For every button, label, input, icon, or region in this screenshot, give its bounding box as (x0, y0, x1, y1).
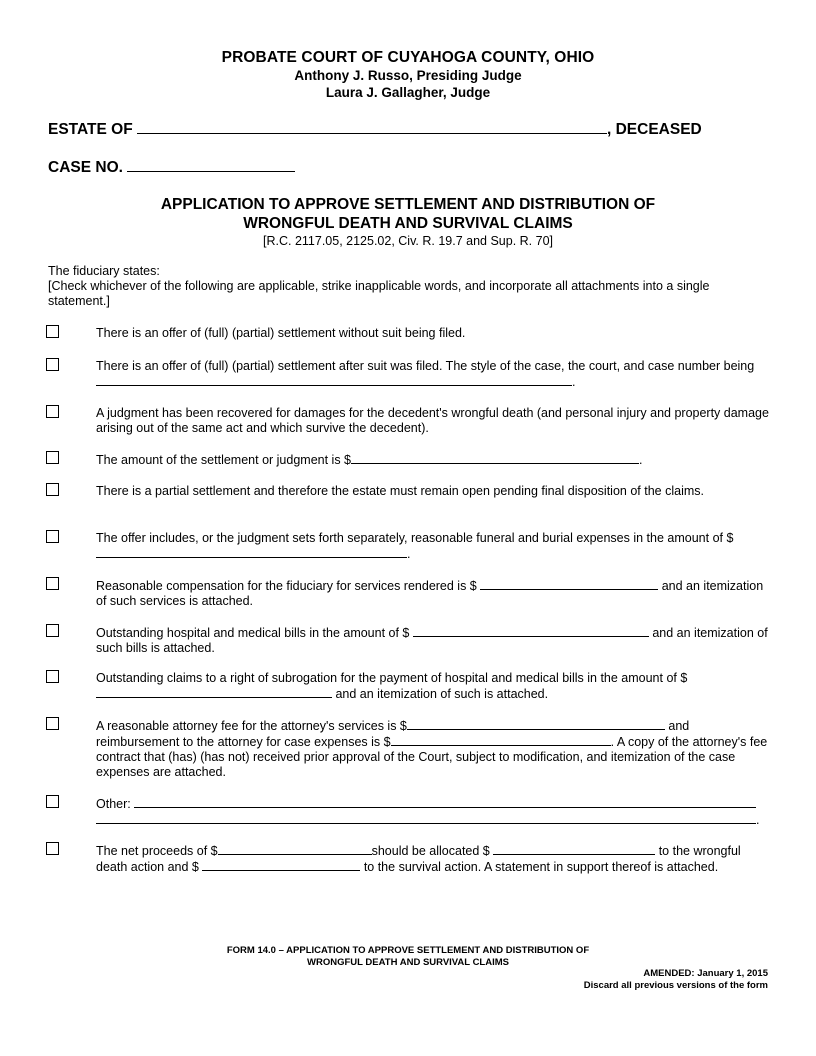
item-3-checkbox[interactable] (46, 405, 59, 418)
item-4-text (96, 452, 772, 468)
item-6-text-b: . (407, 547, 411, 561)
presiding-judge: Anthony J. Russo, Presiding Judge (294, 68, 522, 83)
item-8-text-a: Outstanding hospital and medical bills in the amount of $ (96, 626, 413, 640)
case-label: CASE NO. (48, 159, 123, 176)
item-2-text-b: . (572, 375, 576, 389)
item-2-checkbox[interactable] (46, 358, 59, 371)
item-6-checkbox[interactable] (46, 530, 59, 543)
form-footer-line2: WRONGFUL DEATH AND SURVIVAL CLAIMS (307, 957, 509, 968)
item-8-text (96, 625, 772, 656)
item-4-text-a: The amount of the settlement or judgment is $ (96, 453, 351, 467)
wrongful-death-allocation-field[interactable] (493, 843, 655, 855)
item-9-text-a: Outstanding claims to a right of subrogation for the payment of hospital and medical bills in the amount of $ (96, 671, 688, 685)
case-number-field[interactable] (127, 157, 295, 172)
discard-notice: Discard all previous versions of the form (583, 980, 768, 991)
item-7-text (96, 578, 772, 609)
case-expenses-field[interactable] (391, 734, 611, 746)
form-title-line2: WRONGFUL DEATH AND SURVIVAL CLAIMS (243, 215, 573, 232)
item-4-text-b: . (639, 453, 643, 467)
item-12-text-c: to the wrongful death action and $ (96, 844, 741, 874)
item-8-checkbox[interactable] (46, 624, 59, 637)
item-5-text: There is a partial settlement and therefore the estate must remain open pending final disposition of the claims. (96, 484, 704, 498)
deceased-label: , DECEASED (607, 121, 702, 138)
item-6-text (96, 531, 772, 562)
item-9-text (96, 671, 772, 702)
case-row (48, 157, 295, 177)
other-field-line2[interactable] (96, 812, 756, 824)
funeral-expenses-field[interactable] (96, 546, 407, 558)
instructions: [Check whichever of the following are applicable, strike inapplicable words, and incorporate all attachments into a single statement.] (48, 279, 710, 308)
item-7-text-a: Reasonable compensation for the fiduciary for services rendered is $ (96, 579, 481, 593)
item-1-checkbox[interactable] (46, 325, 59, 338)
estate-row (48, 119, 702, 139)
item-11-text (96, 796, 772, 828)
survival-allocation-field[interactable] (202, 859, 360, 871)
court-name: PROBATE COURT OF CUYAHOGA COUNTY, OHIO (221, 49, 595, 66)
item-8-text-b: and an itemization of such bills is attached. (96, 626, 768, 655)
item-12-text-a: The net proceeds of $ (96, 844, 218, 858)
statute-citation: [R.C. 2117.05, 2125.02, Civ. R. 19.7 and Sup. R. 70] (263, 234, 553, 248)
item-11-text-a: Other: (96, 797, 135, 811)
item-10-text-b: and reimbursement to the attorney for case expenses is $ (96, 719, 690, 749)
medical-bills-field[interactable] (413, 625, 649, 637)
item-3-text: A judgment has been recovered for damages for the decedent's wrongful death (and personal injury and property damage arising out of the same act and which survive the decedent). (96, 406, 769, 435)
form-footer-line1: FORM 14.0 – APPLICATION TO APPROVE SETTLEMENT AND DISTRIBUTION OF (226, 945, 590, 956)
judge-name: Laura J. Gallagher, Judge (325, 85, 491, 100)
net-proceeds-field[interactable] (218, 843, 372, 855)
item-12-text-d: to the survival action. A statement in support thereof is attached. (360, 860, 719, 874)
item-10-text-c: . A copy of the attorney's fee contract that (has) (has not) received prior approval of the Court, subject to modification, and itemization of the case expenses are attached. (96, 735, 768, 779)
item-12-checkbox[interactable] (46, 842, 59, 855)
estate-name-field[interactable] (137, 119, 607, 134)
item-9-checkbox[interactable] (46, 670, 59, 683)
item-10-text (96, 718, 772, 780)
fiduciary-compensation-field[interactable] (480, 578, 658, 590)
item-1-text: There is an offer of (full) (partial) settlement without suit being filed. (96, 326, 466, 340)
item-6-text-a: The offer includes, or the judgment sets forth separately, reasonable funeral and burial expenses in the amount of $ (96, 531, 734, 545)
subrogation-amount-field[interactable] (96, 686, 332, 698)
item-7-text-b: and an itemization of such services is attached. (96, 579, 764, 608)
other-field-line1[interactable] (134, 796, 756, 808)
case-style-field[interactable] (96, 374, 572, 386)
item-10-text-a: A reasonable attorney fee for the attorney's services is $ (96, 719, 407, 733)
item-7-checkbox[interactable] (46, 577, 59, 590)
item-5-checkbox[interactable] (46, 483, 59, 496)
item-2-text (96, 359, 772, 390)
form-title-line1: APPLICATION TO APPROVE SETTLEMENT AND DISTRIBUTION OF (160, 196, 656, 213)
attorney-fee-field[interactable] (407, 718, 665, 730)
item-12-text-b: should be allocated $ (371, 844, 494, 858)
item-10-checkbox[interactable] (46, 717, 59, 730)
item-9-text-b: and an itemization of such is attached. (332, 687, 549, 701)
item-11-text-b: . (756, 813, 760, 827)
estate-label: ESTATE OF (48, 121, 133, 138)
fiduciary-states: The fiduciary states: (48, 264, 160, 278)
item-11-checkbox[interactable] (46, 795, 59, 808)
item-2-text-a: There is an offer of (full) (partial) settlement after suit was filed. The style of the case, the court, and case number being (96, 359, 755, 373)
item-12-text (96, 843, 772, 875)
settlement-amount-field[interactable] (351, 452, 639, 464)
amended-date: AMENDED: January 1, 2015 (643, 968, 768, 979)
item-4-checkbox[interactable] (46, 451, 59, 464)
